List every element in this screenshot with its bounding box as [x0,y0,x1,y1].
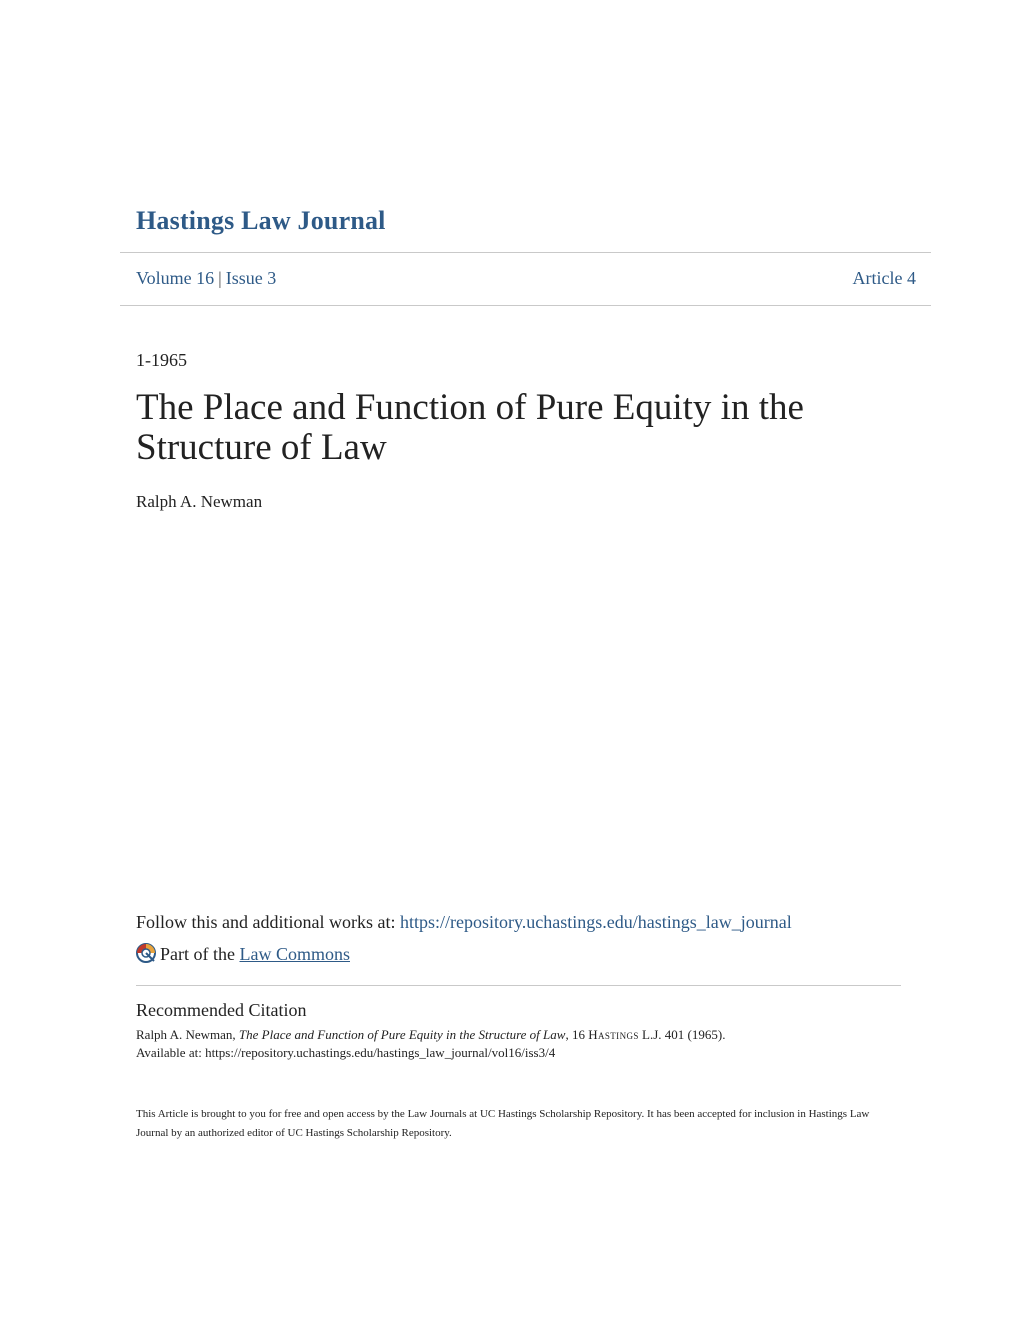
volume-issue-separator: | [218,268,222,288]
article-title: The Place and Function of Pure Equity in the Structure of Law [136,387,804,468]
citation-divider [136,985,901,986]
citation-rest: L.J. 401 (1965). [638,1027,726,1042]
journal-title[interactable] [136,206,386,236]
citation-heading: Recommended Citation [136,1000,307,1020]
citation-url[interactable]: https://repository.uchastings.edu/hastings_law_journal/vol16/iss3/4 [205,1045,556,1060]
citation-author: Ralph A. Newman, [136,1027,239,1042]
article-author: Ralph A. Newman [136,492,263,511]
volume-issue-row [136,268,916,289]
footer-notice: This Article is brought to you for free and open access by the Law Journals at UC Hastings Scholarship Repository. It has been accepted for inclusion in Hastings Law Journal by an authorized editor of UC Hastings Scholarship Repository. [136,1108,870,1139]
part-of-line [136,943,350,965]
part-of-prefix: Part of the [160,944,240,964]
issue-link[interactable]: Issue 3 [225,268,277,288]
citation-available-prefix: Available at: [136,1045,206,1060]
citation-body [136,1026,916,1062]
network-icon [136,943,156,963]
mid-divider [120,305,931,306]
law-commons-link[interactable]: Law Commons [239,944,350,964]
article-link[interactable]: Article 4 [852,268,916,288]
citation-volume: , 16 [565,1027,589,1042]
citation-journal: Hastings [588,1027,639,1042]
follow-prefix: Follow this and additional works at: [136,912,400,932]
journal-title-link[interactable]: Hastings Law Journal [136,206,386,235]
repository-link[interactable]: https://repository.uchastings.edu/hastings_law_journal [399,912,792,932]
article-date: 1-1965 [136,350,187,370]
volume-link[interactable]: Volume 16 [136,268,215,288]
citation-title: The Place and Function of Pure Equity in the Structure of Law [238,1027,566,1042]
top-divider [120,252,931,253]
follow-line [136,912,792,933]
